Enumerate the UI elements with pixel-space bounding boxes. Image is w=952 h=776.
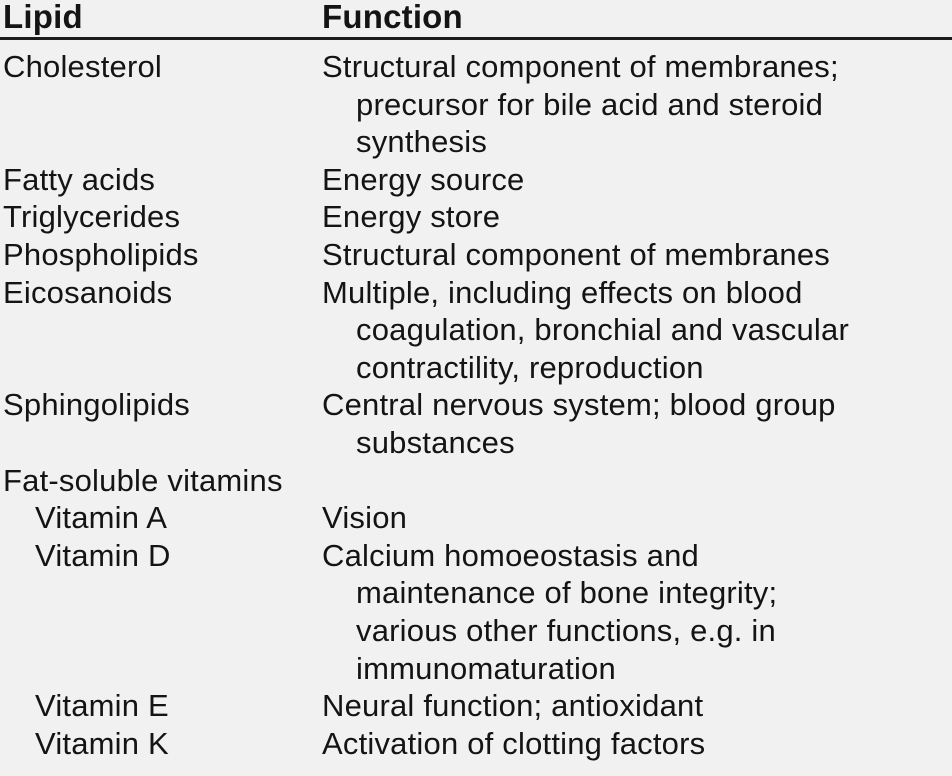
function-line: Calcium homoeostasis and — [322, 537, 699, 573]
function-line: precursor for bile acid and steroid — [356, 86, 824, 122]
function-line: coagulation, bronchial and vascular — [356, 312, 849, 348]
function-cell — [322, 499, 952, 537]
function-line: synthesis — [356, 124, 488, 160]
function-line: Structural component of membranes; — [322, 49, 839, 84]
function-line: Central nervous system; blood group — [322, 387, 836, 423]
function-cell — [322, 274, 952, 387]
lipid-cell: Vitamin A — [35, 500, 168, 536]
function-line: Vision — [322, 500, 408, 536]
lipid-cell: Sphingolipids — [3, 387, 191, 423]
column-header-function: Function — [322, 0, 463, 35]
table-row — [0, 499, 952, 537]
table-row — [0, 462, 952, 500]
function-cell — [322, 386, 952, 461]
function-line: Energy source — [322, 161, 525, 197]
table-header-row — [0, 0, 952, 40]
function-line: Neural function; antioxidant — [322, 688, 704, 724]
function-line: contractility, reproduction — [356, 349, 704, 385]
table-row — [0, 537, 952, 687]
function-line: Activation of clotting factors — [322, 725, 706, 761]
function-cell — [322, 236, 952, 274]
function-cell — [322, 687, 952, 725]
function-line: various other functions, e.g. in — [356, 612, 776, 648]
lipid-cell: Vitamin D — [35, 537, 171, 573]
function-cell — [322, 161, 952, 199]
function-cell — [322, 48, 952, 161]
table-row — [0, 198, 952, 236]
function-line: Energy store — [322, 199, 501, 235]
table-row — [0, 236, 952, 274]
function-line: immunomaturation — [356, 650, 616, 686]
function-cell — [322, 725, 952, 763]
table-row — [0, 161, 952, 199]
lipid-cell: Triglycerides — [3, 199, 181, 235]
lipid-cell: Vitamin K — [35, 725, 169, 761]
function-line: Multiple, including effects on blood — [322, 274, 803, 310]
table-body — [0, 40, 952, 762]
column-header-lipid: Lipid — [3, 0, 83, 35]
lipid-cell: Vitamin E — [35, 688, 169, 724]
lipid-cell: Eicosanoids — [3, 274, 173, 310]
table-row — [0, 687, 952, 725]
function-cell — [322, 537, 952, 687]
lipid-cell: Fatty acids — [3, 161, 156, 197]
table-row — [0, 274, 952, 387]
table-row — [0, 48, 952, 161]
function-line: substances — [356, 424, 515, 460]
table-row — [0, 386, 952, 461]
function-cell — [322, 198, 952, 236]
lipid-cell: Fat-soluble vitamins — [3, 462, 283, 498]
lipid-cell: Phospholipids — [3, 236, 199, 272]
table-row — [0, 725, 952, 763]
function-line: Structural component of membranes — [322, 236, 831, 272]
function-line: maintenance of bone integrity; — [356, 575, 778, 611]
lipid-cell: Cholesterol — [3, 49, 163, 84]
